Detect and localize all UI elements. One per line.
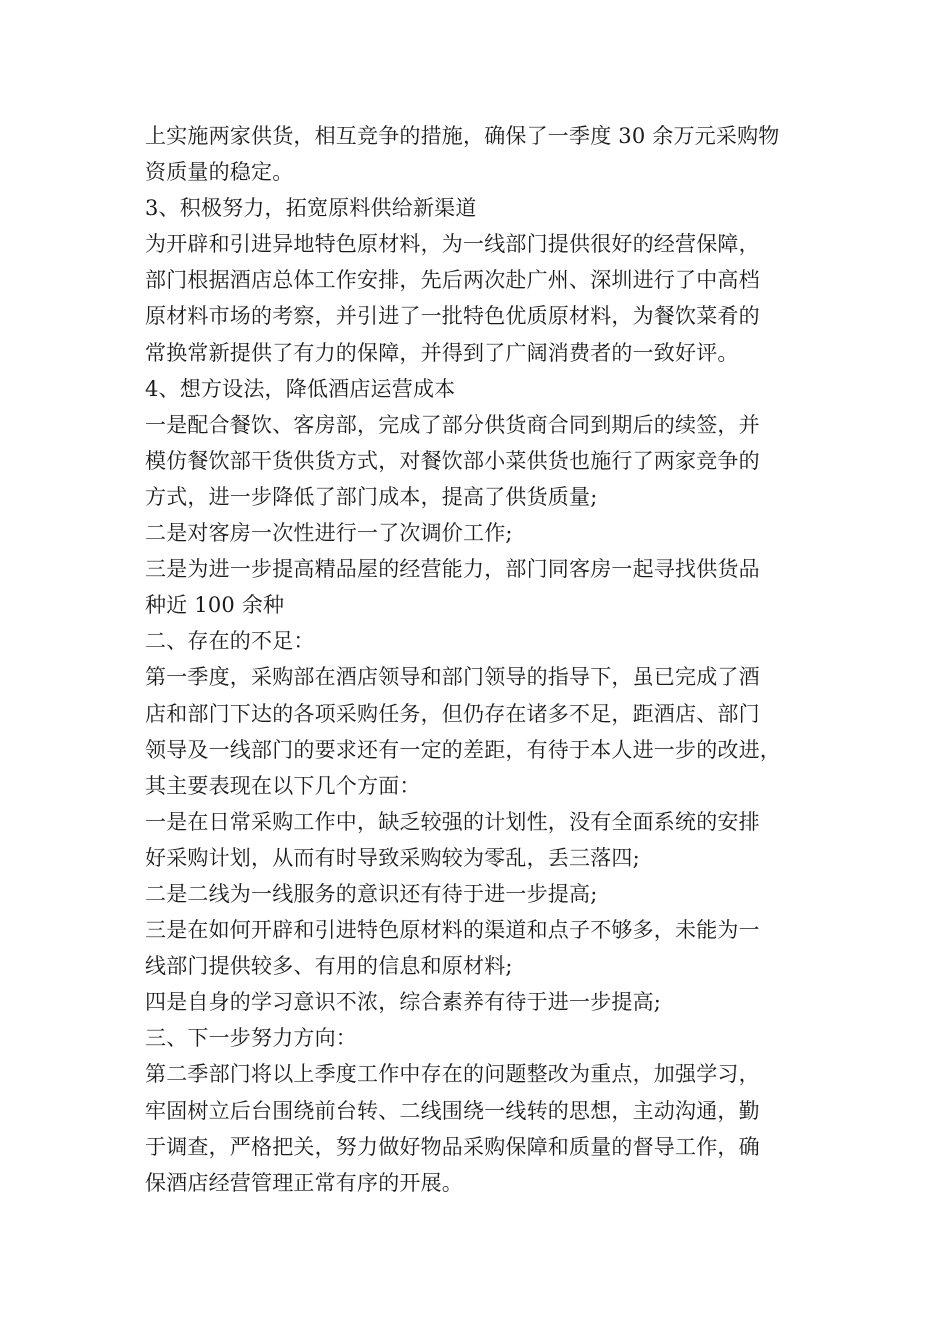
text-line: 为开辟和引进异地特色原材料，为一线部门提供很好的经营保障，	[145, 232, 760, 257]
text-line: 常换常新提供了有力的保障，并得到了广阔消费者的一致好评。	[145, 340, 739, 365]
text-line: 三是在如何开辟和引进特色原材料的渠道和点子不够多，未能为一	[145, 918, 760, 943]
text-line: 店和部门下达的各项采购任务，但仍存在诸多不足，距酒店、部门	[145, 701, 760, 726]
text-line: 二是对客房一次性进行一了次调价工作;	[145, 521, 513, 546]
text-line: 部门根据酒店总体工作安排，先后两次赴广州、深圳进行了中高档	[145, 268, 760, 293]
section-heading: 三、下一步努力方向：	[145, 1026, 357, 1051]
text-line: 二是二线为一线服务的意识还有待于进一步提高;	[145, 881, 598, 906]
text-line: 保酒店经营管理正常有序的开展。	[145, 1170, 463, 1195]
document-body	[145, 118, 825, 1201]
text-line: 模仿餐饮部干货供货方式，对餐饮部小菜供货也施行了两家竞争的	[145, 448, 760, 473]
section-heading: 4、想方设法，降低酒店运营成本	[145, 376, 456, 401]
text-line: 一是配合餐饮、客房部，完成了部分供货商合同到期后的续签，并	[145, 412, 760, 437]
text-line: 于调查，严格把关，努力做好物品采购保障和质量的督导工作，确	[145, 1134, 760, 1159]
text-line: 三是为进一步提高精品屋的经营能力，部门同客房一起寻找供货品	[145, 557, 760, 582]
text-line: 上实施两家供货，相互竞争的措施，确保了一季度 30 余万元采购物	[145, 124, 780, 148]
text-line: 线部门提供较多、有用的信息和原材料;	[145, 954, 513, 979]
text-line: 四是自身的学习意识不浓，综合素养有待于进一步提高;	[145, 990, 662, 1015]
text-line: 牢固树立后台围绕前台转、二线围绕一线转的思想，主动沟通，勤	[145, 1098, 760, 1123]
text-line: 领导及一线部门的要求还有一定的差距，有待于本人进一步的改进，	[145, 737, 781, 762]
text-line: 原材料市场的考察，并引进了一批特色优质原材料，为餐饮菜肴的	[145, 304, 760, 329]
text-line: 方式，进一步降低了部门成本，提高了供货质量;	[145, 484, 598, 509]
text-line: 好采购计划，从而有时导致采购较为零乱，丢三落四;	[145, 845, 640, 870]
section-heading: 3、积极努力，拓宽原料供给新渠道	[145, 196, 477, 221]
section-heading: 二、存在的不足：	[145, 629, 315, 654]
text-line: 第二季部门将以上季度工作中存在的问题整改为重点，加强学习，	[145, 1062, 760, 1087]
text-line: 资质量的稳定。	[145, 160, 294, 185]
text-line: 其主要表现在以下几个方面：	[145, 773, 421, 798]
text-line: 种近 100 余种	[145, 593, 285, 618]
text-line: 一是在日常采购工作中，缺乏较强的计划性，没有全面系统的安排	[145, 809, 760, 834]
text-line: 第一季度，采购部在酒店领导和部门领导的指导下，虽已完成了酒	[145, 665, 760, 690]
